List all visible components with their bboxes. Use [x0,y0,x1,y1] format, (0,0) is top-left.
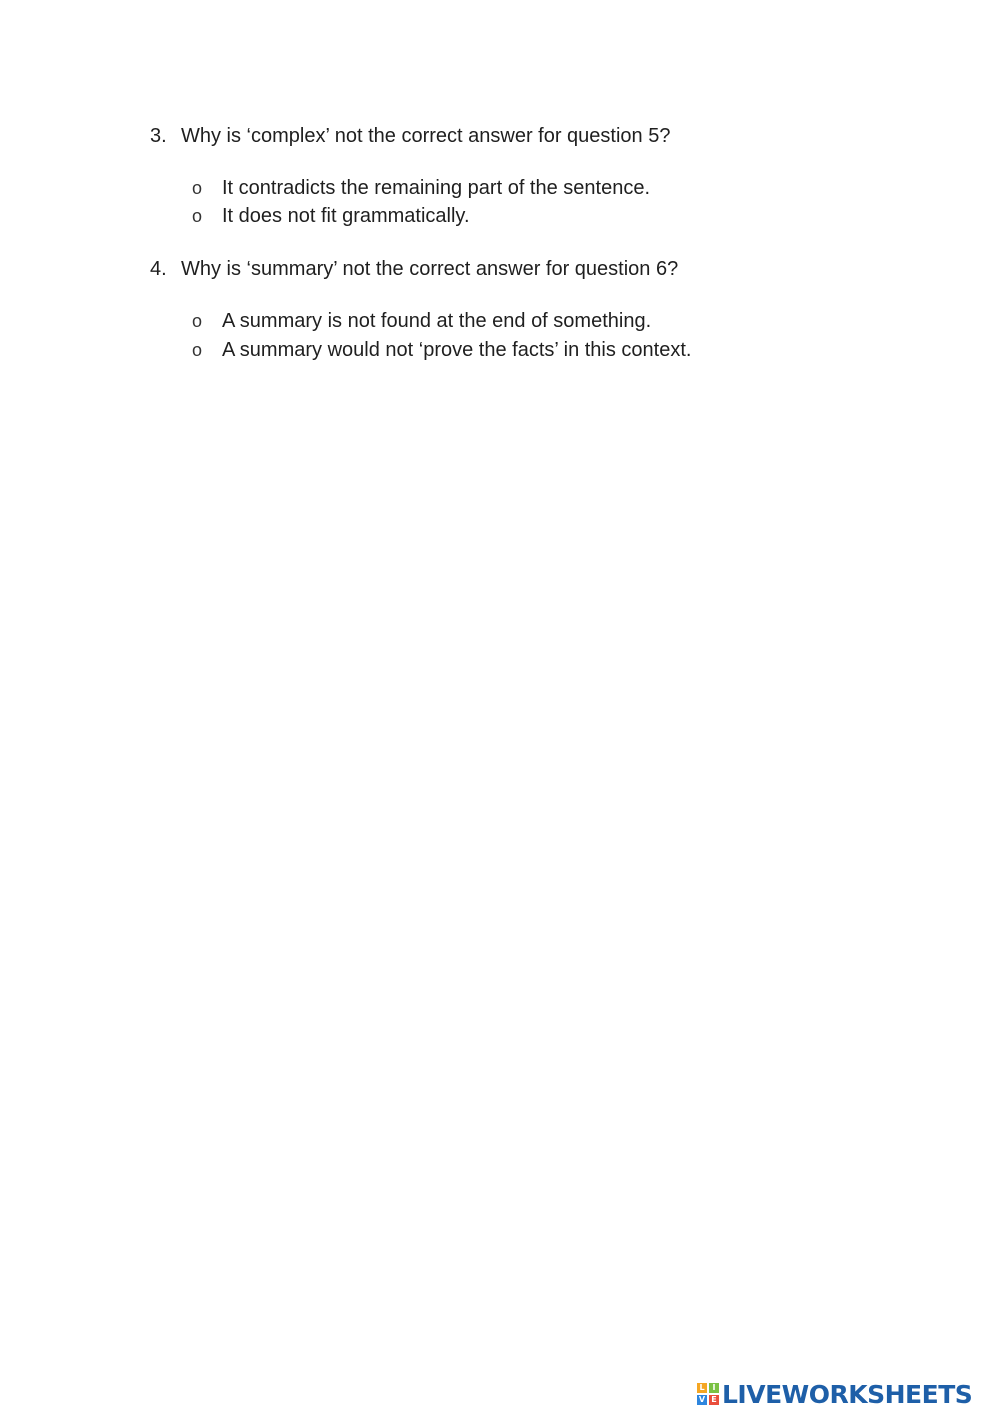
option-radio-icon[interactable]: o [192,206,203,226]
option-text: It does not fit grammatically. [222,205,470,227]
question-number: 3. [150,125,167,147]
question-text: Why is ‘complex’ not the correct answer for question 5? [181,125,671,147]
liveworksheets-logo [697,1378,972,1410]
option-text: It contradicts the remaining part of the sentence. [222,177,651,199]
logo-mark-icon [697,1383,719,1405]
logo-mark-letter: E [709,1395,719,1405]
logo-mark-letter: I [709,1383,719,1393]
question-3 [150,122,670,150]
option-item[interactable] [192,202,470,230]
question-4 [150,255,678,283]
option-item[interactable] [192,307,651,335]
option-item[interactable] [192,336,691,364]
option-text: A summary is not found at the end of something. [222,310,652,332]
question-text: Why is ‘summary’ not the correct answer for question 6? [181,258,679,280]
logo-mark-letter: V [698,1395,706,1404]
option-radio-icon[interactable]: o [192,340,203,360]
logo-text: LIVEWORKSHEETS [722,1379,973,1409]
option-text: A summary would not ‘prove the facts’ in this context. [222,339,692,361]
option-radio-icon[interactable]: o [192,178,203,198]
question-number: 4. [150,258,167,280]
option-radio-icon[interactable]: o [192,311,203,331]
logo-mark-letter: L [697,1383,707,1393]
option-item[interactable] [192,174,650,202]
